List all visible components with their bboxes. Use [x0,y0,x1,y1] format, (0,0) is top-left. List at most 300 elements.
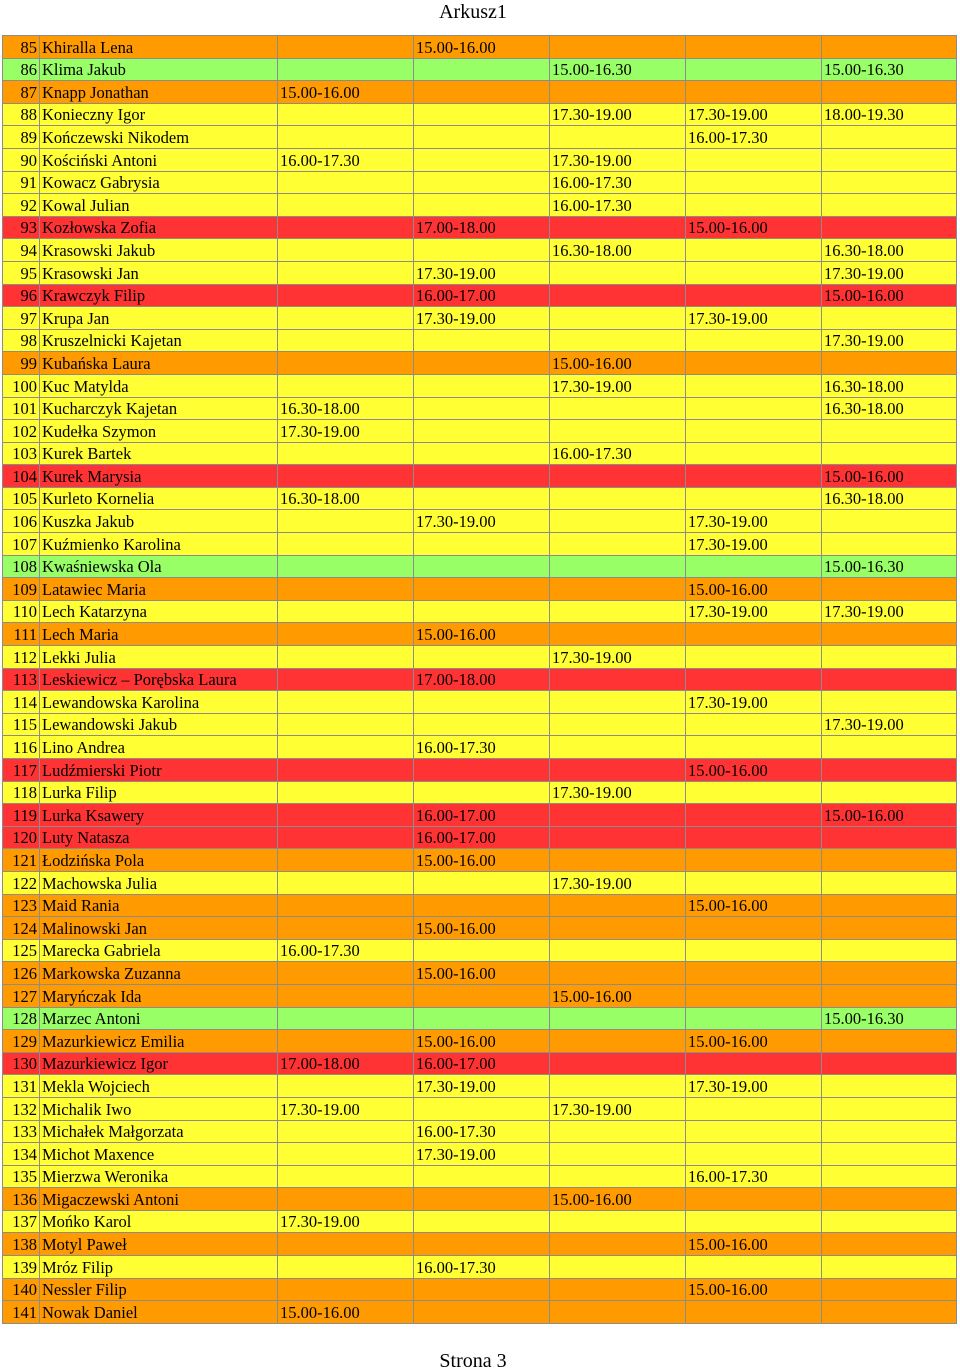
student-name: Knapp Jonathan [40,81,278,104]
time-slot-cell [550,939,686,962]
time-slot-cell: 15.00-16.00 [686,894,822,917]
time-slot-cell: 16.00-17.30 [550,194,686,217]
time-slot-cell [550,600,686,623]
student-name: Kucharczyk Kajetan [40,397,278,420]
time-slot-cell [550,713,686,736]
table-row [3,578,957,601]
row-number: 113 [3,668,40,691]
student-name: Kowacz Gabrysia [40,171,278,194]
time-slot-cell: 15.00-16.00 [550,352,686,375]
time-slot-cell [414,420,550,443]
time-slot-cell: 17.30-19.00 [686,1075,822,1098]
time-slot-cell [278,713,414,736]
table-row [3,126,957,149]
time-slot-cell [414,691,550,714]
time-slot-cell [686,1256,822,1279]
time-slot-cell [414,1210,550,1233]
row-number: 85 [3,36,40,59]
student-name: Mekla Wojciech [40,1075,278,1098]
time-slot-cell [822,1165,957,1188]
student-name: Kończewski Nikodem [40,126,278,149]
time-slot-cell [414,713,550,736]
table-row [3,397,957,420]
time-slot-cell [414,1301,550,1324]
time-slot-cell [278,1143,414,1166]
table-row [3,826,957,849]
time-slot-cell [414,171,550,194]
table-row [3,533,957,556]
student-name: Maid Rania [40,894,278,917]
time-slot-cell [550,261,686,284]
time-slot-cell [686,465,822,488]
time-slot-cell [278,1188,414,1211]
time-slot-cell [278,329,414,352]
student-name: Kuc Matylda [40,374,278,397]
time-slot-cell [822,420,957,443]
student-name: Lino Andrea [40,736,278,759]
row-number: 98 [3,329,40,352]
time-slot-cell [822,849,957,872]
time-slot-cell [414,126,550,149]
time-slot-cell: 16.00-17.30 [686,126,822,149]
time-slot-cell [822,1143,957,1166]
time-slot-cell [414,894,550,917]
student-name: Michot Maxence [40,1143,278,1166]
time-slot-cell [822,917,957,940]
time-slot-cell: 17.30-19.00 [414,510,550,533]
time-slot-cell [550,623,686,646]
time-slot-cell [550,420,686,443]
time-slot-cell [822,668,957,691]
table-row [3,58,957,81]
time-slot-cell [686,781,822,804]
time-slot-cell [822,36,957,59]
table-row [3,691,957,714]
time-slot-cell [822,691,957,714]
time-slot-cell [414,1188,550,1211]
row-number: 89 [3,126,40,149]
table-row [3,442,957,465]
table-row [3,239,957,262]
time-slot-cell: 17.30-19.00 [278,1097,414,1120]
table-row [3,374,957,397]
sheet-title: Arkusz1 [439,1,507,23]
student-name: Krasowski Jan [40,261,278,284]
student-name: Nowak Daniel [40,1301,278,1324]
time-slot-cell: 17.30-19.00 [550,1097,686,1120]
time-slot-cell [686,623,822,646]
time-slot-cell [414,1278,550,1301]
table-row [3,1052,957,1075]
time-slot-cell [414,759,550,782]
time-slot-cell: 16.00-17.30 [686,1165,822,1188]
student-name: Lewandowska Karolina [40,691,278,714]
time-slot-cell [822,1188,957,1211]
time-slot-cell [278,984,414,1007]
time-slot-cell [686,58,822,81]
student-name: Kurleto Kornelia [40,487,278,510]
table-row [3,1075,957,1098]
student-name: Marecka Gabriela [40,939,278,962]
table-row [3,171,957,194]
time-slot-cell [414,465,550,488]
student-name: Kowal Julian [40,194,278,217]
student-name: Leskiewicz – Porębska Laura [40,668,278,691]
time-slot-cell [822,759,957,782]
table-row [3,284,957,307]
time-slot-cell [822,578,957,601]
time-slot-cell: 17.30-19.00 [686,103,822,126]
student-name: Łodzińska Pola [40,849,278,872]
row-number: 121 [3,849,40,872]
time-slot-cell [414,103,550,126]
student-name: Michałek Małgorzata [40,1120,278,1143]
table-row [3,1030,957,1053]
time-slot-cell [278,36,414,59]
time-slot-cell [550,284,686,307]
time-slot-cell: 15.00-16.00 [822,804,957,827]
time-slot-cell: 17.30-19.00 [686,533,822,556]
table-row [3,939,957,962]
time-slot-cell [414,984,550,1007]
time-slot-cell: 15.00-16.30 [822,555,957,578]
row-number: 129 [3,1030,40,1053]
time-slot-cell [414,1165,550,1188]
time-slot-cell [686,1143,822,1166]
time-slot-cell: 16.00-17.30 [550,442,686,465]
table-row [3,600,957,623]
row-number: 92 [3,194,40,217]
time-slot-cell [822,307,957,330]
time-slot-cell [278,668,414,691]
table-row [3,329,957,352]
time-slot-cell [550,1256,686,1279]
time-slot-cell [278,284,414,307]
student-name: Malinowski Jan [40,917,278,940]
row-number: 99 [3,352,40,375]
time-slot-cell [550,465,686,488]
time-slot-cell [414,194,550,217]
row-number: 86 [3,58,40,81]
time-slot-cell [550,736,686,759]
table-row [3,713,957,736]
time-slot-cell [822,1256,957,1279]
student-name: Lewandowski Jakub [40,713,278,736]
table-row [3,668,957,691]
time-slot-cell [686,352,822,375]
time-slot-cell [278,1075,414,1098]
time-slot-cell [822,1210,957,1233]
student-name: Krupa Jan [40,307,278,330]
time-slot-cell [686,329,822,352]
time-slot-cell [550,691,686,714]
time-slot-cell [550,1233,686,1256]
time-slot-cell [414,578,550,601]
student-name: Konieczny Igor [40,103,278,126]
time-slot-cell [550,1030,686,1053]
row-number: 96 [3,284,40,307]
student-name: Kuźmienko Karolina [40,533,278,556]
time-slot-cell: 15.00-16.00 [822,284,957,307]
time-slot-cell: 16.00-17.30 [414,736,550,759]
table-row [3,1007,957,1030]
time-slot-cell [550,487,686,510]
time-slot-cell: 15.00-16.00 [414,849,550,872]
time-slot-cell: 17.30-19.00 [550,871,686,894]
time-slot-cell [278,465,414,488]
time-slot-cell [550,1007,686,1030]
time-slot-cell [686,261,822,284]
row-number: 128 [3,1007,40,1030]
row-number: 138 [3,1233,40,1256]
time-slot-cell [550,962,686,985]
time-slot-cell: 17.30-19.00 [550,374,686,397]
time-slot-cell [278,691,414,714]
student-name: Lech Katarzyna [40,600,278,623]
time-slot-cell [414,58,550,81]
time-slot-cell [550,1301,686,1324]
student-name: Kruszelnicki Kajetan [40,329,278,352]
table-row [3,216,957,239]
time-slot-cell: 15.00-16.00 [414,36,550,59]
time-slot-cell: 15.00-16.00 [414,623,550,646]
time-slot-cell [686,1188,822,1211]
time-slot-cell [278,103,414,126]
time-slot-cell [822,1030,957,1053]
time-slot-cell [278,261,414,284]
student-name: Markowska Zuzanna [40,962,278,985]
time-slot-cell [414,1097,550,1120]
time-slot-cell: 17.30-19.00 [686,600,822,623]
time-slot-cell [686,939,822,962]
time-slot-cell [278,126,414,149]
time-slot-cell: 16.30-18.00 [822,239,957,262]
student-name: Kurek Bartek [40,442,278,465]
time-slot-cell [414,374,550,397]
table-row [3,781,957,804]
row-number: 139 [3,1256,40,1279]
time-slot-cell: 17.30-19.00 [550,781,686,804]
time-slot-cell: 17.30-19.00 [550,103,686,126]
time-slot-cell [414,442,550,465]
row-number: 94 [3,239,40,262]
time-slot-cell [822,1052,957,1075]
student-name: Krasowski Jakub [40,239,278,262]
time-slot-cell [686,284,822,307]
row-number: 127 [3,984,40,1007]
time-slot-cell [822,871,957,894]
time-slot-cell [686,849,822,872]
time-slot-cell [278,826,414,849]
time-slot-cell: 15.00-16.30 [822,58,957,81]
row-number: 109 [3,578,40,601]
time-slot-cell [278,1165,414,1188]
time-slot-cell: 15.00-16.00 [686,1030,822,1053]
time-slot-cell [686,374,822,397]
time-slot-cell [686,871,822,894]
table-row [3,1256,957,1279]
time-slot-cell: 16.00-17.00 [414,1052,550,1075]
time-slot-cell [686,984,822,1007]
row-number: 115 [3,713,40,736]
row-number: 97 [3,307,40,330]
time-slot-cell: 15.00-16.00 [278,1301,414,1324]
time-slot-cell [278,849,414,872]
row-number: 122 [3,871,40,894]
row-number: 130 [3,1052,40,1075]
time-slot-cell: 16.00-17.00 [414,826,550,849]
time-slot-cell: 17.30-19.00 [414,261,550,284]
row-number: 126 [3,962,40,985]
time-slot-cell [686,442,822,465]
time-slot-cell [686,1301,822,1324]
time-slot-cell [278,352,414,375]
time-slot-cell [686,646,822,669]
table-row [3,465,957,488]
time-slot-cell [550,849,686,872]
table-row [3,984,957,1007]
time-slot-cell [278,600,414,623]
time-slot-cell [686,148,822,171]
time-slot-cell [278,510,414,533]
time-slot-cell [822,126,957,149]
student-name: Motyl Paweł [40,1233,278,1256]
time-slot-cell [822,1233,957,1256]
time-slot-cell [550,578,686,601]
time-slot-cell [822,171,957,194]
time-slot-cell [550,1075,686,1098]
time-slot-cell [550,1143,686,1166]
time-slot-cell [686,804,822,827]
time-slot-cell [822,148,957,171]
row-number: 131 [3,1075,40,1098]
table-row [3,1210,957,1233]
time-slot-cell [550,307,686,330]
time-slot-cell: 17.00-18.00 [414,668,550,691]
time-slot-cell: 15.00-16.00 [686,1233,822,1256]
student-name: Khiralla Lena [40,36,278,59]
table-row [3,352,957,375]
student-name: Kurek Marysia [40,465,278,488]
time-slot-cell [278,623,414,646]
row-number: 102 [3,420,40,443]
table-row [3,261,957,284]
time-slot-cell: 17.30-19.00 [686,510,822,533]
time-slot-cell [278,646,414,669]
time-slot-cell: 15.00-16.00 [686,759,822,782]
time-slot-cell [278,239,414,262]
row-number: 105 [3,487,40,510]
time-slot-cell [822,962,957,985]
time-slot-cell [822,1075,957,1098]
time-slot-cell [550,1278,686,1301]
time-slot-cell: 16.00-17.00 [414,284,550,307]
time-slot-cell [414,81,550,104]
time-slot-cell [550,510,686,533]
time-slot-cell: 17.30-19.00 [414,1143,550,1166]
student-name: Latawiec Maria [40,578,278,601]
table-row [3,623,957,646]
row-number: 137 [3,1210,40,1233]
table-row [3,1301,957,1324]
row-number: 133 [3,1120,40,1143]
time-slot-cell: 17.30-19.00 [278,420,414,443]
student-name: Krawczyk Filip [40,284,278,307]
time-slot-cell [278,578,414,601]
row-number: 140 [3,1278,40,1301]
time-slot-cell [414,487,550,510]
time-slot-cell [414,600,550,623]
time-slot-cell [278,533,414,556]
time-slot-cell [686,397,822,420]
time-slot-cell [686,171,822,194]
table-row [3,871,957,894]
time-slot-cell [550,329,686,352]
time-slot-cell [822,81,957,104]
time-slot-cell: 17.30-19.00 [686,307,822,330]
time-slot-cell: 16.00-17.30 [414,1256,550,1279]
table-row [3,1278,957,1301]
table-row [3,1165,957,1188]
table-row [3,36,957,59]
time-slot-cell [686,555,822,578]
table-body [3,36,957,1324]
time-slot-cell: 17.30-19.00 [550,148,686,171]
time-slot-cell: 17.30-19.00 [414,307,550,330]
time-slot-cell [414,239,550,262]
time-slot-cell [278,1278,414,1301]
time-slot-cell: 18.00-19.30 [822,103,957,126]
time-slot-cell [822,533,957,556]
time-slot-cell [550,397,686,420]
student-name: Mazurkiewicz Igor [40,1052,278,1075]
time-slot-cell: 15.00-16.00 [686,1278,822,1301]
time-slot-cell [278,1256,414,1279]
time-slot-cell [822,736,957,759]
student-name: Michalik Iwo [40,1097,278,1120]
time-slot-cell [822,1097,957,1120]
time-slot-cell [550,759,686,782]
row-number: 95 [3,261,40,284]
row-number: 119 [3,804,40,827]
table-row [3,1233,957,1256]
student-name: Luty Natasza [40,826,278,849]
student-name: Ludźmierski Piotr [40,759,278,782]
row-number: 114 [3,691,40,714]
time-slot-cell [550,894,686,917]
time-slot-cell [278,374,414,397]
table-row [3,917,957,940]
time-slot-cell [822,1301,957,1324]
time-slot-cell [278,1233,414,1256]
table-row [3,420,957,443]
time-slot-cell [414,533,550,556]
time-slot-cell [278,1007,414,1030]
student-name: Lekki Julia [40,646,278,669]
time-slot-cell [822,826,957,849]
table-row [3,646,957,669]
table-row [3,1143,957,1166]
time-slot-cell [278,736,414,759]
time-slot-cell [686,194,822,217]
time-slot-cell [822,646,957,669]
time-slot-cell [550,36,686,59]
table-row [3,194,957,217]
time-slot-cell [822,194,957,217]
time-slot-cell [822,939,957,962]
student-name: Kościński Antoni [40,148,278,171]
time-slot-cell [550,668,686,691]
